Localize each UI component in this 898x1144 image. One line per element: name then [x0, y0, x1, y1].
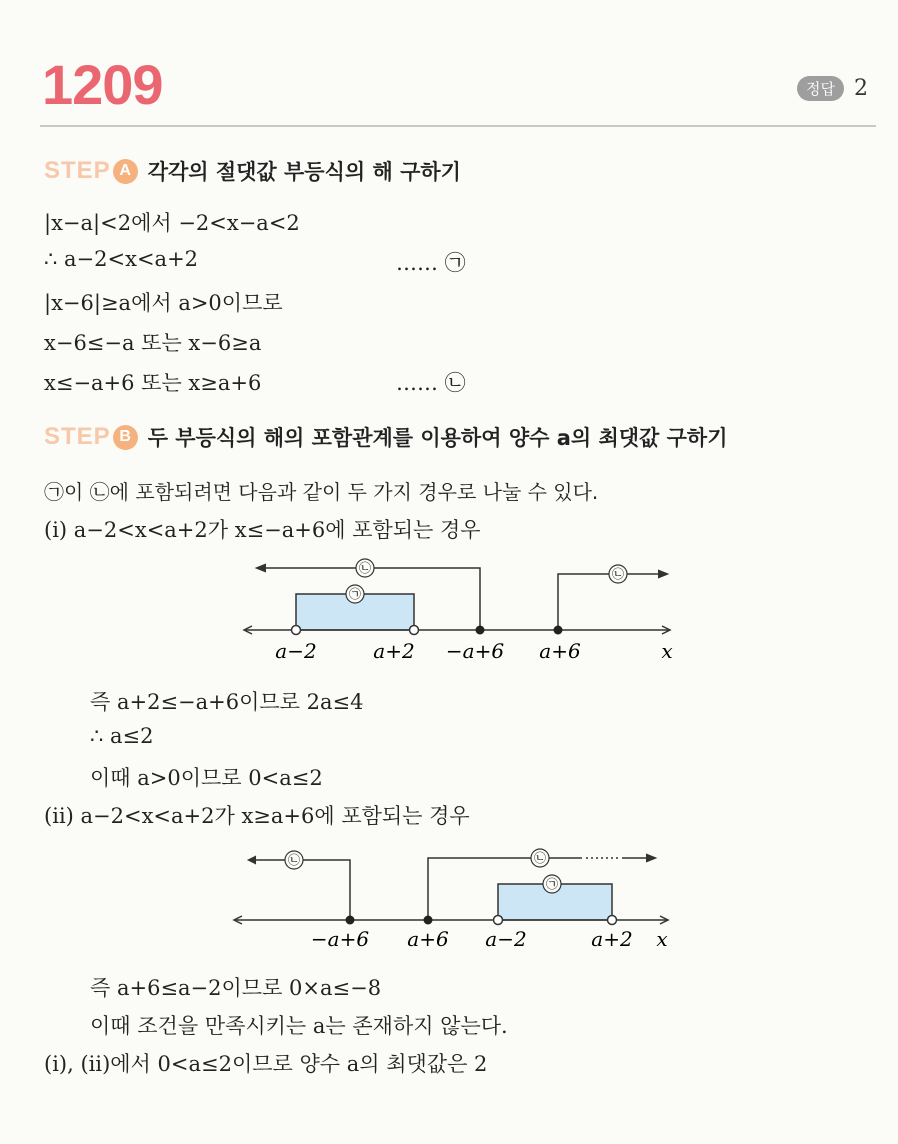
label-a-plus-6: a+6 [407, 927, 449, 951]
tag-l-1: ㉡ [287, 853, 301, 867]
open-point-a-plus-2 [410, 626, 419, 635]
closed-point-neg-a-plus-6 [476, 626, 485, 635]
case2-line-2: 이때 조건을 만족시키는 a는 존재하지 않는다. [90, 1014, 508, 1038]
region-left-arrowhead [256, 564, 266, 572]
step-a-header [44, 156, 461, 186]
step-b-letter-badge: B [113, 425, 138, 450]
region-right-arrowhead [658, 570, 668, 578]
closed-point-a-plus-6 [424, 916, 433, 925]
step-b-title: 두 부등식의 해의 포함관계를 이용하여 양수 a의 최댓값 구하기 [147, 426, 728, 450]
tag-l-2: ㉡ [533, 851, 547, 865]
step-a-title: 각각의 절댓값 부등식의 해 구하기 [147, 160, 461, 184]
label-a-plus-2: a+2 [373, 639, 415, 663]
answer-value: 2 [854, 76, 868, 101]
step-a-tag-2: …… ㉡ [396, 371, 466, 395]
label-neg-a-plus-6: −a+6 [445, 639, 505, 663]
step-b-intro: ㉠이 ㉡에 포함되려면 다음과 같이 두 가지 경우로 나눌 수 있다. [44, 480, 599, 504]
number-line-diagram-1 [230, 550, 700, 680]
closed-point-neg-a-plus-6 [346, 916, 355, 925]
tag-g: ㉠ [545, 877, 559, 891]
case1-line-1: 즉 a+2≤−a+6이므로 2a≤4 [90, 690, 364, 714]
step-a-tag-1: …… ㉠ [396, 251, 466, 275]
tag-l-2: ㉡ [611, 567, 625, 581]
step-b-header [44, 422, 728, 452]
case1-line-2: ∴ a≤2 [90, 724, 154, 748]
region-right-arrowhead [646, 854, 656, 862]
step-b-tag: STEP [44, 423, 111, 450]
step-a-line-5: x≤−a+6 또는 x≥a+6 [44, 371, 262, 395]
label-a-plus-2: a+2 [591, 927, 633, 951]
closed-point-a-plus-6 [554, 626, 563, 635]
header-divider [40, 125, 876, 127]
step-a-tag: STEP [44, 157, 111, 184]
region-left-bracket [250, 860, 350, 920]
case2-line-1: 즉 a+6≤a−2이므로 0×a≤−8 [90, 976, 382, 1000]
problem-number: 1209 [42, 53, 163, 116]
label-x: x [656, 927, 668, 951]
answer-box [797, 76, 868, 101]
case2-heading: (ⅱ) a−2<x<a+2가 x≥a+6에 포함되는 경우 [44, 804, 470, 828]
open-point-a-minus-2 [494, 916, 503, 925]
step-a-line-3: |x−6|≥a에서 a>0이므로 [44, 291, 283, 315]
label-x: x [661, 639, 673, 663]
number-line-diagram-2 [222, 840, 692, 960]
step-a-line-4: x−6≤−a 또는 x−6≥a [44, 331, 262, 355]
region-right-bracket [558, 574, 666, 630]
label-neg-a-plus-6: −a+6 [310, 927, 370, 951]
step-a-line-1: |x−a|<2에서 −2<x−a<2 [44, 211, 300, 235]
label-a-minus-2: a−2 [275, 639, 317, 663]
conclusion: (ⅰ), (ⅱ)에서 0<a≤2이므로 양수 a의 최댓값은 2 [44, 1052, 488, 1076]
case1-line-3: 이때 a>0이므로 0<a≤2 [90, 766, 323, 790]
step-a-line-2: ∴ a−2<x<a+2 [44, 247, 199, 271]
answer-badge: 정답 [797, 76, 844, 101]
tag-g: ㉠ [348, 587, 362, 601]
open-point-a-minus-2 [292, 626, 301, 635]
region-left-arrowhead [248, 856, 256, 864]
step-a-letter-badge: A [113, 159, 138, 184]
label-a-plus-6: a+6 [539, 639, 581, 663]
label-a-minus-2: a−2 [485, 927, 527, 951]
case1-heading: (ⅰ) a−2<x<a+2가 x≤−a+6에 포함되는 경우 [44, 518, 481, 542]
open-point-a-plus-2 [608, 916, 617, 925]
tag-l-1: ㉡ [358, 561, 372, 575]
